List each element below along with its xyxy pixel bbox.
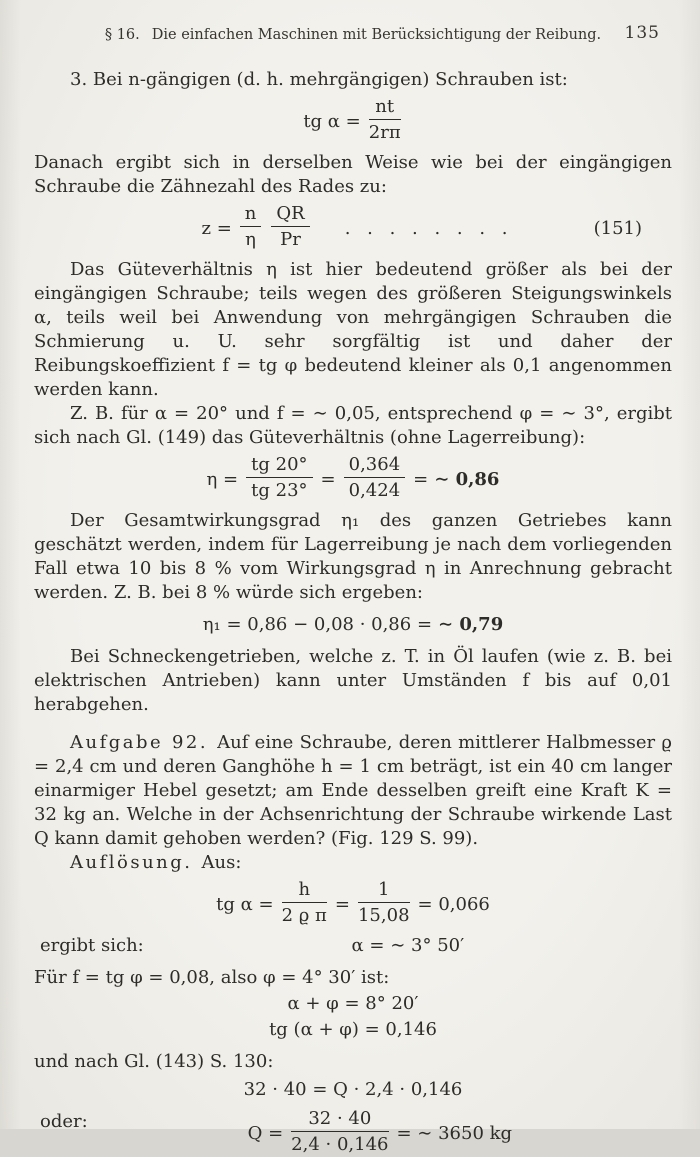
formula-z-eq151 bbox=[34, 205, 672, 252]
aufloesung-aus: Aus: bbox=[201, 852, 242, 873]
formula-tg-alpha bbox=[34, 98, 672, 145]
oder-row bbox=[34, 1110, 672, 1157]
fraction-denominator: η bbox=[245, 229, 256, 250]
formula-eta bbox=[34, 456, 672, 503]
paragraph-aufgabe-92 bbox=[34, 731, 672, 851]
fraction-numerator: n bbox=[240, 203, 262, 227]
fraction-numerator: 0,364 bbox=[344, 454, 406, 478]
fraction-denominator: 2,4 · 0,146 bbox=[291, 1134, 389, 1155]
equals-sign: = bbox=[413, 468, 429, 490]
fraction-denominator: tg 23° bbox=[251, 480, 308, 501]
paragraph-gueteverhaeltnis: Das Güteverhältnis η ist hier bedeutend größer als bei der eingängigen Schraube; teils wegen des größeren Steigungswinkels α, teils weil bei Anwendung von mehrgängigen Schrauben die Schmierung u. U. sehr sorgfältig ist und daher der Reibungskoeffizient f = tg φ bedeutend kleiner als 0,1 angenommen werden kann. bbox=[34, 259, 672, 400]
formula-lhs: tg α = bbox=[303, 110, 361, 132]
formula-eta1 bbox=[34, 613, 672, 637]
aufgabe-label: Aufgabe 92. bbox=[70, 732, 209, 753]
fraction bbox=[246, 454, 312, 501]
aufloesung-label: Auflösung. bbox=[70, 852, 193, 873]
fraction bbox=[240, 203, 262, 250]
formula-result: ∼ 0,79 bbox=[438, 614, 504, 635]
und-nach-line: und nach Gl. (143) S. 130: bbox=[34, 1051, 274, 1072]
formula-tg-alpha-plus-phi: tg (α + φ) = 0,146 bbox=[269, 1019, 437, 1040]
equals-sign: = bbox=[334, 893, 350, 915]
ergibt-sich-label: ergibt sich: bbox=[40, 935, 144, 956]
equation-number: (151) bbox=[593, 217, 642, 239]
formula-32-40: 32 · 40 = Q · 2,4 · 0,146 bbox=[243, 1079, 463, 1100]
formula-alpha-value: α = ∼ 3° 50′ bbox=[351, 935, 465, 956]
fraction-denominator: 2rπ bbox=[368, 122, 401, 143]
page-number: 135 bbox=[624, 23, 660, 43]
formula-q-result bbox=[88, 1110, 672, 1157]
paragraph-fuer-f: Für f = tg φ = 0,08, also φ = 4° 30′ ist: bbox=[34, 967, 390, 988]
formula-rhs: = ∼ 3650 kg bbox=[396, 1122, 513, 1144]
formula-lhs: Q = bbox=[247, 1122, 284, 1144]
fraction-denominator: 15,08 bbox=[357, 905, 410, 926]
fraction-numerator: nt bbox=[369, 96, 401, 120]
formula-result: ∼ 0,86 bbox=[434, 468, 500, 490]
section-number: § 16. bbox=[104, 27, 140, 43]
aufloesung-line bbox=[34, 851, 672, 875]
fraction-denominator: 0,424 bbox=[348, 480, 401, 501]
fraction-numerator: 32 · 40 bbox=[291, 1108, 388, 1132]
fraction bbox=[358, 879, 410, 926]
paragraph-danach: Danach ergibt sich in derselben Weise wie bei der eingängigen Schraube die Zähnezahl des Rades zu: bbox=[34, 152, 672, 197]
ergibt-sich-row bbox=[34, 934, 672, 958]
equation-dots: . . . . . . . . bbox=[344, 217, 508, 239]
formula-lhs: η = bbox=[206, 468, 239, 490]
paragraph-zb-beispiel: Z. B. für α = 20° und f = ∼ 0,05, entsprechend φ = ∼ 3°, ergibt sich nach Gl. (149) das Güteverhältnis (ohne Lagerreibung): bbox=[34, 403, 672, 448]
fraction-numerator: tg 20° bbox=[246, 454, 312, 478]
oder-label: oder: bbox=[40, 1111, 88, 1132]
paragraph-gesamtwirkungsgrad: Der Gesamtwirkungsgrad η₁ des ganzen Getriebes kann geschätzt werden, indem für Lagerreibung je nach dem vorliegenden Fall etwa 10 bis 8 % vom Wirkungsgrad η in Anrechnung gebracht werden. Z. B. bei 8 % würde sich ergeben: bbox=[34, 510, 672, 603]
fraction bbox=[282, 879, 327, 926]
formula-body: η₁ = 0,86 − 0,08 · 0,86 = bbox=[202, 614, 433, 635]
aufgabe-text: Auf eine Schraube, deren mittlerer Halbmesser ϱ = 2,4 cm und deren Ganghöhe h = 1 cm beträgt, ist ein 40 cm langer einarmiger Hebel gesetzt; am Ende desselben greift eine Kraft K = 32 kg an. Welche in der Achsenrichtung der Schraube wirkende Last Q kann damit gehoben werden? (Fig. 129 S. 99). bbox=[34, 732, 673, 849]
formula-lhs: z = bbox=[201, 217, 232, 239]
equals-sign: = bbox=[320, 468, 336, 490]
formula-lhs: tg α = bbox=[216, 893, 274, 915]
fraction bbox=[271, 203, 309, 250]
fraction-numerator: 1 bbox=[358, 879, 410, 903]
item3-line: 3. Bei n-gängigen (d. h. mehrgängigen) Schrauben ist: bbox=[70, 69, 568, 90]
formula-rhs: = 0,066 bbox=[417, 893, 490, 915]
fraction bbox=[291, 1108, 388, 1155]
formula-alpha-plus-phi: α + φ = 8° 20′ bbox=[287, 993, 419, 1014]
formula-tg-alpha-solution bbox=[34, 881, 672, 928]
paragraph-schneckengetriebe: Bei Schneckengetrieben, welche z. T. in Öl laufen (wie z. B. bei elektrischen Antrieben) kann unter Umständen f bis auf 0,01 herabgehen. bbox=[34, 646, 672, 715]
page-header bbox=[64, 23, 660, 44]
fraction bbox=[369, 96, 401, 143]
fraction-numerator: h bbox=[282, 879, 327, 903]
fraction-denominator: 2 ϱ π bbox=[281, 905, 327, 926]
fraction-numerator: QR bbox=[271, 203, 309, 227]
fraction bbox=[344, 454, 406, 501]
fraction-denominator: Pr bbox=[280, 229, 301, 250]
running-title: Die einfachen Maschinen mit Berücksichtigung der Reibung. bbox=[151, 27, 602, 43]
